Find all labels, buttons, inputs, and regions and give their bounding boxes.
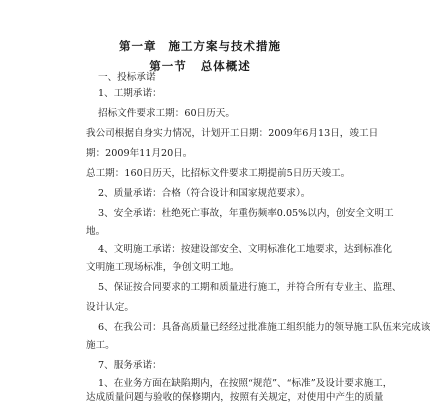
text-line: 总工期：160日历天，比招标文件要求工期提前5日历天竣工。: [86, 168, 351, 179]
text-line: 施工。: [86, 340, 115, 351]
text-line: 1、在业务方面在缺陷期内，在按照“规范”、“标准”及设计要求施工，: [98, 378, 393, 389]
text-line: 地。: [86, 226, 106, 237]
text-line: 3、安全承诺：杜绝死亡事故，年重伤频率0.05%以内，创安全文明工: [98, 208, 394, 219]
text-line: 1、工期承诺：: [98, 88, 162, 99]
chapter-heading: [0, 38, 400, 54]
text-line: 招标文件要求工期：60日历天。: [98, 108, 235, 119]
text-line: 达成质量问题与验收的保修期内，按照有关规定，对使用中产生的质量: [86, 392, 384, 403]
text-line: 6、在我公司：具备高质量已经经过批准施工组织能力的领导施工队伍来完成该: [98, 322, 430, 333]
text-line: 文明施工现场标准，争创文明工地。: [86, 262, 240, 273]
section-title: 总体概述: [200, 59, 251, 73]
text-line: 2、质量承诺：合格（符合设计和国家规范要求）。: [98, 188, 311, 199]
text-line: 7、服务承诺：: [98, 360, 162, 371]
section-number: 第一节: [149, 59, 187, 73]
text-line: 期：2009年11月20日。: [86, 148, 193, 159]
text-line: 一、投标承诺: [98, 72, 156, 83]
text-line: 我公司根据自身实力情况，计划开工日期：2009年6月13日，竣工日: [86, 128, 379, 139]
text-line: 5、保证按合同要求的工期和质量进行施工，并符合所有专业主、监理、: [98, 282, 402, 293]
text-line: 4、文明施工承诺：按建设部安全、文明标准化工地要求，达到标准化: [98, 244, 392, 255]
chapter-title: 施工方案与技术措施: [168, 39, 281, 53]
text-line: 设计认定。: [86, 302, 134, 313]
chapter-number: 第一章: [119, 39, 157, 53]
